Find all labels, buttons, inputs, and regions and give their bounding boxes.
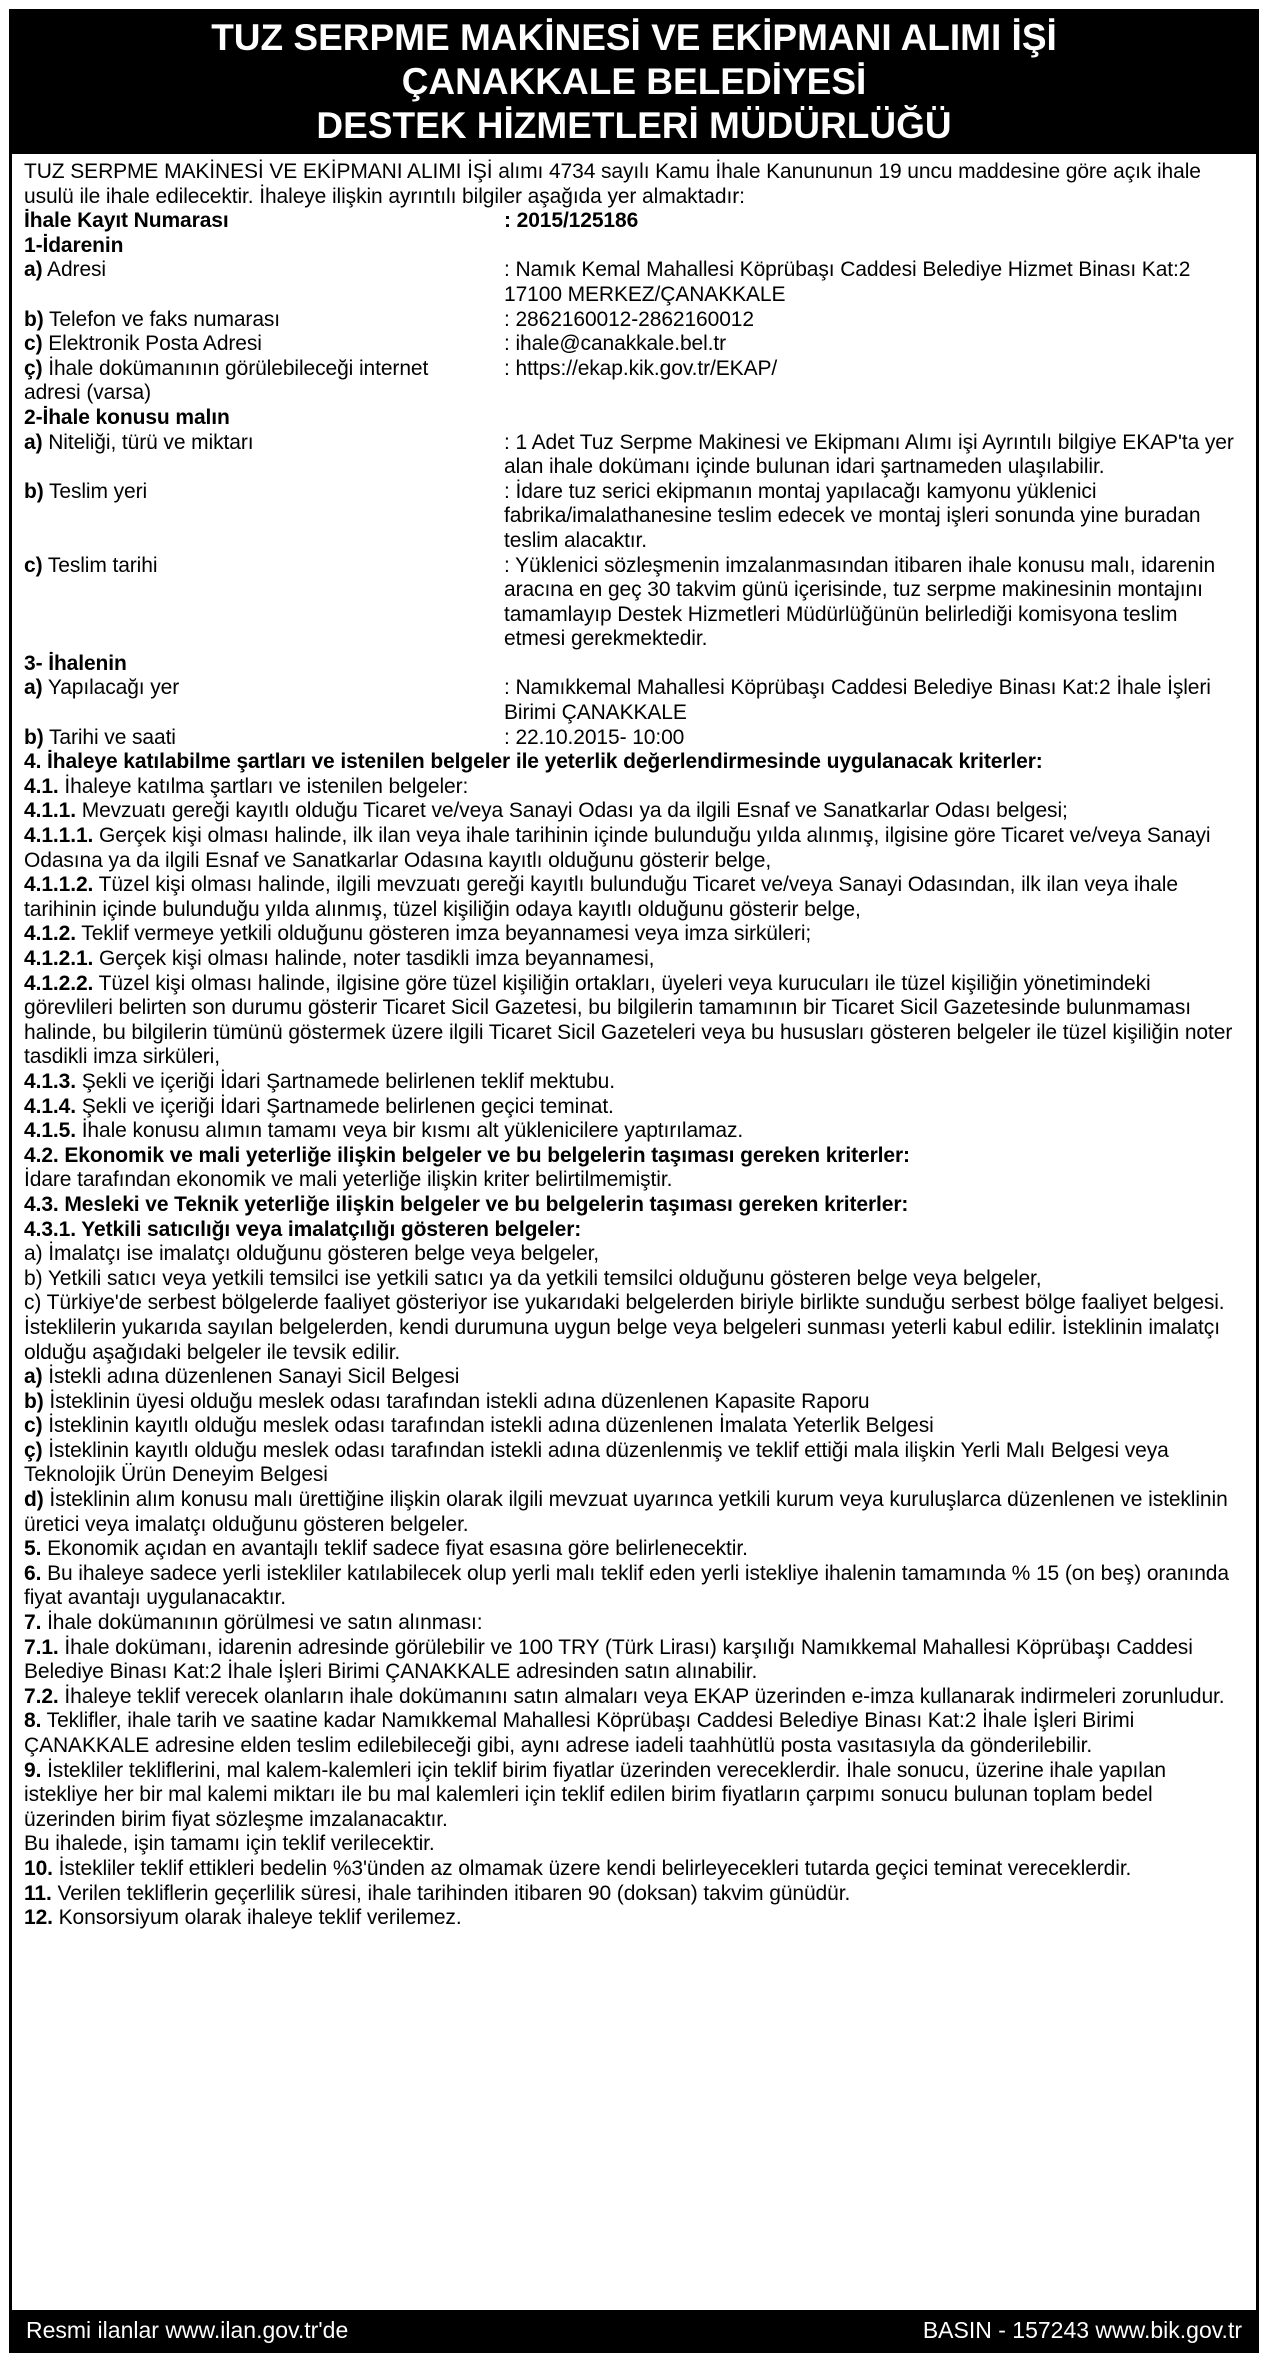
paragraph-text: Tüzel kişi olması halinde, ilgisine göre tüzel kişiliğin ortakları, üyeleri veya kurucuları ile tüzel kişiliğin yönetimindeki görevlileri belirten son durumu gösterir Ticaret Sicil Gazetesi, bu bilgilerin tamamının bir Ticaret Sicil Gazetesinde bulunmaması halinde, bu bilgilerin tümünü göstermek üzere ilgili Ticaret Sicil Gazeteleri veya bu hususları gösteren belgeler ile tüzel kişiliğin noter tasdikli imza sirküleri, — [24, 971, 1233, 1069]
paragraph-text: Gerçek kişi olması halinde, noter tasdikli imza beyannamesi, — [93, 947, 655, 970]
section-paragraph — [24, 873, 1244, 922]
section-paragraph — [24, 947, 1244, 972]
paragraph-number: 4.1.2. — [24, 922, 76, 946]
header-title-line-1: TUZ SERPME MAKİNESİ VE EKİPMANI ALIMI İŞİ — [211, 17, 1057, 58]
section-paragraph — [24, 1267, 1244, 1292]
paragraph-number: 4.1.2.1. — [24, 947, 94, 970]
paragraph-number: 7.1. — [24, 1635, 59, 1659]
header-title-line-2: ÇANAKKALE BELEDİYESİ — [401, 61, 867, 102]
paragraph-text: İstekliler teklif ettikleri bedelin %3'ünden az olmamak üzere kendi belirleyecekleri tutarda geçici teminat vereceklerdir. — [52, 1856, 1132, 1880]
paragraph-text: İsteklinin üyesi olduğu meslek odası tarafından istekli adına düzenlenen Kapasite Raporu — [43, 1389, 870, 1413]
mal-teslim-yeri-value: : İdare tuz serici ekipmanın montaj yapılacağı kamyonu yüklenici fabrika/imalathanesine teslim edecek ve montaj işleri sonunda yine buradan teslim alacaktır. — [504, 479, 1201, 552]
registration-label: İhale Kayıt Numarası — [24, 209, 229, 233]
mal-teslim-tarihi-row — [24, 554, 1244, 652]
idare-address-value: : Namık Kemal Mahallesi Köprübaşı Caddesi Belediye Hizmet Binası Kat:2 17100 MERKEZ/ÇANAKKALE — [504, 258, 1191, 306]
paragraph-number: 4.1.1.2. — [24, 873, 94, 897]
ihale-yer-key: a) — [24, 676, 43, 700]
section-paragraph — [24, 1709, 1244, 1758]
section-paragraph — [24, 1759, 1244, 1833]
paragraph-number: 4.1.2.2. — [24, 971, 94, 995]
paragraph-number: 4.1.4. — [24, 1094, 76, 1118]
paragraph-text: b) Yetkili satıcı veya yetkili temsilci ise yetkili satıcı ya da yetkili temsilci olduğunu gösteren belge veya belgeler, — [24, 1266, 1042, 1290]
section-1-title: 1-İdarenin — [24, 233, 124, 257]
paragraph-text: İstekliler tekliflerini, mal kalem-kalemleri için teklif birim fiyatlar üzerinden vereceklerdir. İhale sonucu, üzerine ihale yapılan istekliye her bir mal kalemi miktarı ile bu mal kalemleri için teklif edilen birim fiyatların çarpımı sonucu bulunan toplam bedel üzerinden birim fiyat sözleşme imzalanacaktır. — [24, 1758, 1166, 1831]
paragraph-number: a) — [24, 1365, 43, 1389]
section-paragraph — [24, 922, 1244, 947]
paragraph-text: Bu ihaleye sadece yerli istekliler katılabilecek olup yerli malı teklif eden yerli istekliye ihalenin tamamında % 15 (on beş) oranında fiyat avantajı uygulanacaktır. — [24, 1561, 1229, 1610]
paragraph-text: Gerçek kişi olması halinde, ilk ilan veya ihale tarihinin içinde bulunduğu yılda alınmış, ilgisine göre Ticaret ve/veya Sanayi Odasına ya da ilgili Esnaf ve Sanatkarlar Odasına kayıtlı olduğunu gösterir belge, — [24, 824, 1211, 872]
idare-phone-key: b) — [24, 307, 44, 331]
section-paragraph — [24, 1168, 1244, 1193]
tender-notice — [9, 9, 1259, 2353]
idare-phone-label: Telefon ve faks numarası — [43, 307, 281, 331]
paragraph-heading: 4. İhaleye katılabilme şartları ve istenilen belgeler ile yeterlik değerlendirmesinde uygulanacak kriterler: — [24, 750, 1043, 774]
paragraph-number: 4.1.5. — [24, 1119, 76, 1143]
paragraph-text: İsteklinin alım konusu malı ürettiğine ilişkin olarak ilgili mevzuat uyarınca yetkili kurum veya kuruluşlarca düzenlenen ve isteklinin üretici veya imalatçı olduğunu gösteren belgeler. — [24, 1488, 1228, 1536]
paragraph-text: İstekli adına düzenlenen Sanayi Sicil Belgesi — [42, 1365, 460, 1389]
section-paragraph — [24, 1390, 1244, 1415]
paragraph-text: Verilen tekliflerin geçerlilik süresi, ihale tarihinden itibaren 90 (doksan) takvim günüdür. — [51, 1881, 851, 1905]
idare-phone-row — [24, 308, 1244, 333]
section-paragraph — [24, 1882, 1244, 1907]
paragraph-number: 9. — [24, 1758, 42, 1782]
mal-nitelik-key: a) — [24, 430, 43, 454]
paragraph-text: a) İmalatçı ise imalatçı olduğunu gösteren belge veya belgeler, — [24, 1242, 600, 1266]
section-paragraph — [24, 1439, 1244, 1488]
section-paragraph — [24, 1193, 1244, 1218]
paragraph-heading: 4.2. Ekonomik ve mali yeterliğe ilişkin belgeler ve bu belgelerin taşıması gereken kriterler: — [24, 1143, 910, 1167]
idare-phone-value: : 2862160012-2862160012 — [504, 307, 754, 331]
mal-teslim-yeri-key: b) — [24, 479, 44, 503]
paragraph-text: İsteklilerin yukarıda sayılan belgelerden, kendi durumuna uygun belge veya belgeleri sunması yeterli kabul edilir. İsteklinin imalatçı olduğu aşağıdaki belgeler ile tevsik edilir. — [24, 1315, 1220, 1364]
paragraph-text: Tüzel kişi olması halinde, ilgili mevzuatı gereği kayıtlı bulunduğu Ticaret ve/veya Sanayi Odasından, ilk ilan veya ihale tarihinin içinde bulunduğu yılda alınmış, tüzel kişiliğin odaya kayıtlı olduğunu gösterir belge, — [24, 873, 1178, 921]
idare-email-key: c) — [24, 332, 43, 356]
paragraph-text: İhaleye teklif verecek olanların ihale dokümanını satın almaları veya EKAP üzerinden e-imza kullanarak indirmeleri zorunludur. — [58, 1684, 1225, 1708]
paragraph-number: 6. — [24, 1561, 42, 1585]
tender-registration-row — [24, 209, 1244, 234]
idare-address-label: Adresi — [42, 258, 106, 282]
ihale-tarih-row — [24, 726, 1244, 751]
section-paragraph — [24, 1316, 1244, 1365]
section-paragraph — [24, 1906, 1244, 1931]
paragraph-heading: 4.3. Mesleki ve Teknik yeterliğe ilişkin belgeler ve bu belgelerin taşıması gereken kriterler: — [24, 1192, 909, 1216]
idare-internet-label: İhale dokümanının görülebileceği internet adresi (varsa) — [24, 356, 429, 405]
paragraph-text: c) Türkiye'de serbest bölgelerde faaliyet gösteriyor ise yukarıdaki belgelerden biriyle birlikte sunduğu serbest bölge faaliyet belgesi. — [24, 1291, 1225, 1315]
paragraph-text: İdare tarafından ekonomik ve mali yeterliğe ilişkin kriter belirtilmemiştir. — [24, 1168, 673, 1192]
section-paragraph — [24, 775, 1244, 800]
intro-paragraph: TUZ SERPME MAKİNESİ VE EKİPMANI ALIMI İŞİ alımı 4734 sayılı Kamu İhale Kanununun 19 uncu maddesine göre açık ihale usulü ile ihale edilecektir. İhaleye ilişkin ayrıntılı bilgiler aşağıda yer almaktadır: — [24, 160, 1201, 208]
mal-teslim-tarihi-value: : Yüklenici sözleşmenin imzalanmasından itibaren ihale konusu malı, idarenin aracına en geç 30 takvim günü içerisinde, tuz serpme makinesinin montajını tamamlayıp Destek Hizmetleri Müdürlüğünün belirlediği komisyona teslim etmesi gerekmektedir. — [504, 553, 1216, 651]
notice-sections — [24, 750, 1244, 1931]
section-paragraph — [24, 1832, 1244, 1857]
notice-footer — [12, 2310, 1256, 2350]
paragraph-number: 12. — [24, 1906, 53, 1930]
section-paragraph — [24, 1242, 1244, 1267]
section-paragraph — [24, 799, 1244, 824]
ihale-tarih-key: b) — [24, 725, 44, 749]
idare-email-row — [24, 332, 1244, 357]
paragraph-text: Teklif vermeye yetkili olduğunu gösteren imza beyannamesi veya imza sirküleri; — [75, 922, 812, 946]
paragraph-number: 10. — [24, 1856, 53, 1880]
section-paragraph — [24, 1070, 1244, 1095]
idare-internet-key: ç) — [24, 356, 43, 380]
paragraph-number: 4.1.1. — [24, 799, 76, 823]
paragraph-text: İhale dokümanı, idarenin adresinde görülebilir ve 100 TRY (Türk Lirası) karşılığı Namıkkemal Mahallesi Köprübaşı Caddesi Belediye Binası Kat:2 İhale İşleri Birimi ÇANAKKALE adresinden satın alınabilir. — [24, 1635, 1193, 1684]
section-paragraph — [24, 750, 1244, 775]
section-paragraph — [24, 1611, 1244, 1636]
paragraph-heading: 4.3.1. Yetkili satıcılığı veya imalatçılığı gösteren belgeler: — [24, 1217, 582, 1241]
paragraph-number: 5. — [24, 1537, 42, 1561]
paragraph-number: 4.1. — [24, 774, 59, 798]
section-paragraph — [24, 1365, 1244, 1390]
section-paragraph — [24, 1095, 1244, 1120]
mal-nitelik-row — [24, 431, 1244, 480]
paragraph-text: İsteklinin kayıtlı olduğu meslek odası tarafından istekli adına düzenlenen İmalata Yeterlik Belgesi — [42, 1414, 934, 1438]
ihale-yer-value: : Namıkkemal Mahallesi Köprübaşı Caddesi Belediye Binası Kat:2 İhale İşleri Birimi ÇANAKKALE — [504, 676, 1211, 725]
paragraph-number: 7. — [24, 1611, 42, 1635]
registration-value: : 2015/125186 — [504, 209, 639, 233]
idare-email-value: : ihale@canakkale.bel.tr — [504, 332, 727, 356]
ihale-tarih-value: : 22.10.2015- 10:00 — [504, 725, 685, 749]
mal-nitelik-label: Niteliği, türü ve miktarı — [42, 430, 254, 454]
paragraph-text: Mevzuatı gereği kayıtlı olduğu Ticaret ve/veya Sanayi Odası ya da ilgili Esnaf ve Sanatkarlar Odası belgesi; — [75, 799, 1068, 823]
idare-email-label: Elektronik Posta Adresi — [42, 332, 262, 356]
footer-official-ads: Resmi ilanlar www.ilan.gov.tr'de — [26, 2316, 349, 2343]
ihale-yer-row — [24, 676, 1244, 725]
paragraph-number: 11. — [24, 1881, 52, 1905]
paragraph-text: İhale konusu alımın tamamı veya bir kısmı alt yüklenicilere yaptırılamaz. — [75, 1119, 744, 1143]
notice-header — [12, 12, 1256, 154]
section-paragraph — [24, 1488, 1244, 1537]
section-paragraph — [24, 824, 1244, 873]
mal-teslim-tarihi-key: c) — [24, 553, 43, 577]
paragraph-text: Bu ihalede, işin tamamı için teklif verilecektir. — [24, 1832, 435, 1856]
paragraph-number: 4.1.3. — [24, 1069, 76, 1093]
paragraph-text: Şekli ve içeriği İdari Şartnamede belirlenen geçici teminat. — [75, 1094, 614, 1118]
notice-body — [12, 154, 1256, 1931]
ihale-tarih-label: Tarihi ve saati — [43, 725, 176, 749]
section-paragraph — [24, 1562, 1244, 1611]
section-paragraph — [24, 1291, 1244, 1316]
paragraph-number: 8. — [24, 1709, 42, 1733]
paragraph-number: 4.1.1.1. — [24, 824, 94, 848]
paragraph-text: İhale dokümanının görülmesi ve satın alınması: — [41, 1611, 483, 1635]
section-paragraph — [24, 1144, 1244, 1169]
section-paragraph — [24, 1119, 1244, 1144]
section-paragraph — [24, 1537, 1244, 1562]
section-paragraph — [24, 1857, 1244, 1882]
paragraph-text: İsteklinin kayıtlı olduğu meslek odası tarafından istekli adına düzenlenmiş ve teklif ettiği mala ilişkin Yerli Malı Belgesi veya Teknolojik Ürün Deneyim Belgesi — [24, 1438, 1169, 1487]
paragraph-number: b) — [24, 1389, 44, 1413]
paragraph-text: Ekonomik açıdan en avantajlı teklif sadece fiyat esasına göre belirlenecektir. — [41, 1537, 748, 1561]
paragraph-number: d) — [24, 1488, 44, 1512]
paragraph-text: Konsorsiyum olarak ihaleye teklif verilemez. — [52, 1906, 462, 1930]
section-2-title: 2-İhale konusu malın — [24, 405, 230, 429]
idare-internet-row — [24, 357, 1244, 406]
section-paragraph — [24, 1414, 1244, 1439]
mal-teslim-yeri-row — [24, 480, 1244, 554]
section-paragraph — [24, 1685, 1244, 1710]
paragraph-text: Şekli ve içeriği İdari Şartnamede belirlenen teklif mektubu. — [75, 1069, 615, 1093]
section-paragraph — [24, 1636, 1244, 1685]
section-paragraph — [24, 1218, 1244, 1243]
idare-address-row — [24, 258, 1244, 307]
idare-internet-value: : https://ekap.kik.gov.tr/EKAP/ — [504, 356, 778, 380]
paragraph-number: c) — [24, 1414, 43, 1438]
mal-teslim-tarihi-label: Teslim tarihi — [42, 553, 158, 577]
ihale-yer-label: Yapılacağı yer — [42, 676, 180, 700]
paragraph-text: İhaleye katılma şartları ve istenilen belgeler: — [58, 774, 469, 798]
section-3-title: 3- İhalenin — [24, 651, 127, 675]
idare-address-key: a) — [24, 258, 43, 282]
paragraph-number: ç) — [24, 1438, 43, 1462]
section-paragraph — [24, 972, 1244, 1070]
mal-teslim-yeri-label: Teslim yeri — [43, 479, 148, 503]
mal-nitelik-value: : 1 Adet Tuz Serpme Makinesi ve Ekipmanı Alımı işi Ayrıntılı bilgiye EKAP'ta yer alan ihale dokümanı içinde bulunan idari şartnameden ulaşılabilir. — [504, 430, 1234, 479]
footer-press-code: BASIN - 157243 www.bik.gov.tr — [922, 2316, 1242, 2343]
paragraph-number: 7.2. — [24, 1684, 59, 1708]
header-title-line-3: DESTEK HİZMETLERİ MÜDÜRLÜĞÜ — [316, 105, 952, 146]
paragraph-text: Teklifler, ihale tarih ve saatine kadar Namıkkemal Mahallesi Köprübaşı Caddesi Belediye Binası Kat:2 İhale İşleri Birimi ÇANAKKALE adresine elden teslim edilebileceği gibi, aynı adrese iadeli taahhütlü posta vasıtasıyla da gönderilebilir. — [24, 1709, 1135, 1757]
